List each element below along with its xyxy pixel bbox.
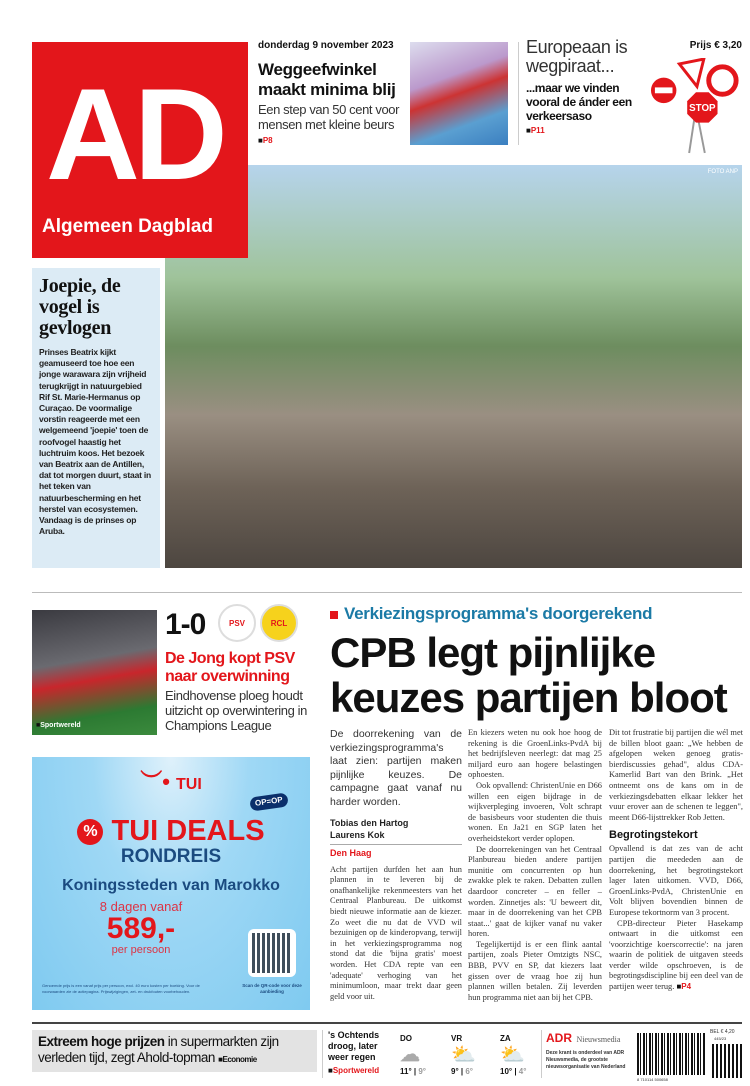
- sport-sub: Eindhovense ploeg houdt uitzicht op overwintering in Champions League: [165, 688, 307, 733]
- masthead-logo: [32, 42, 248, 258]
- beatrix-caption-box[interactable]: [32, 268, 160, 568]
- article-column-3: [609, 728, 743, 993]
- barcode: [637, 1033, 705, 1075]
- weather-summary: [328, 1030, 392, 1076]
- belgium-price: BEL € 4,20: [710, 1029, 735, 1035]
- author: Laurens Kok: [330, 830, 385, 840]
- temp-high: 10°: [500, 1067, 513, 1076]
- paragraph: Dit tot frustratie bij partijen die wél met de billen bloot gaan: „We hebben de afgelopen weken genoeg gratis-bierdiscussies gehad", aldus CDA-Kamerlid Bart van den Brink. „Het ontneemt ons de kans om in de verkiezingsdebatten elkaar lekker het vuur erover aan de schenen te leggen", meent D66-lijsttrekker Rob Jetten.: [609, 728, 743, 822]
- paragraph: CPB-directeur Pieter Hasekamp ontwaart in die uitkomst een 'voorzichtige koerscorrectie': na jaren waarin de politiek de uitgaven steeds verder wilde opschroeven, is de begrotingsdiscipline bij een deel van de partijen weer terug.: [609, 918, 743, 992]
- teaser-photo: [410, 42, 508, 145]
- cloud-icon: ☁: [400, 1044, 420, 1066]
- subheading: Begrotingstekort: [609, 829, 698, 842]
- divider: [322, 1030, 323, 1078]
- teaser-sub: Een step van 50 cent voor mensen met kleine beurs: [258, 102, 400, 132]
- qr-caption: Scan de QR-code voor deze aanbieding: [242, 983, 302, 994]
- divider: [541, 1030, 542, 1078]
- divider: [32, 1022, 742, 1024]
- temp-high: 9°: [451, 1067, 459, 1076]
- paragraph: Acht partijen durfden het aan hun plannen in te leveren bij de onafhankelijke rekenmeesters van het Centraal Planbureau. De uitkomst biedt nieuwe informatie aan de kiezer. Zo weet die nu dat de VVD wil bezuinigen op de kinderopvang, terwijl in het verkiezingsprogramma nog stond dat die 'bijna gratis' moest worden. Het CDA repte van een 'adequate' verhoging van het minimumloon, maar trekt daar geen geld voor uit.: [330, 864, 462, 1001]
- sport-article[interactable]: [165, 650, 321, 733]
- teaser-wegpiraat[interactable]: [526, 38, 648, 135]
- paragraph: En kiezers weten nu ook hoe hoog de rekening is die GroenLinks-PvdA bij het bedrijfsleven neerlegt: dat mag 25 miljard euro aan hogere belastingen ophoesten.: [468, 728, 602, 780]
- sport-photo: [32, 610, 157, 735]
- adr-text: Deze krant is onderdeel van ADR Nieuwsmedia, de grootste nieuwsorganisatie van Nederland: [546, 1050, 626, 1070]
- article-intro: De doorrekening van de verkiezingsprogramma's laat zien: partijen maken pijnlijke keuzes. De campagne gaat vanaf nu harder worden.: [330, 728, 462, 808]
- page-ref: ■ P11: [526, 126, 648, 135]
- article-column-1: [330, 728, 462, 1002]
- photo-credit: FOTO ANP: [707, 169, 738, 175]
- traffic-signs-image: [650, 58, 742, 154]
- issue-date: donderdag 9 november 2023: [258, 40, 394, 51]
- paragraph: De doorrekeningen van het Centraal Planbureau bieden andere partijen munitie om concurrenten op hun zwakke plek te raken. Debatten zullen daardoor concreter – en feller – worden. Zinnetjes als: 'U beweert dit, maar in de doorrekening van het CPB staat...' gaat de kijker vanaf nu vaker horen.: [468, 844, 602, 939]
- ad-per: per persoon: [111, 944, 171, 956]
- teaser-headline: Weggeefwinkel maakt minima blij: [258, 60, 396, 99]
- section-ref: ■ Economie: [218, 1055, 257, 1064]
- ad-price: 589,-: [106, 912, 176, 945]
- paper-name: Algemeen Dagblad: [42, 216, 214, 237]
- tui-deals-line: % TUI DEALS: [32, 816, 310, 846]
- paragraph: Opvallend is dat zes van de acht partijen die meededen aan de doorrekening, het begrotingstekort lager laten uitkomen. VVD, D66, GroenLinks-PvdA, ChristenUnie en Volt blijven bovendien binnen de Europese tekortnorm van 3 procent.: [609, 844, 743, 917]
- main-kicker: Verkiezingsprogramma's doorgerekend: [330, 604, 652, 624]
- lens-crest-icon: RCL: [260, 604, 298, 642]
- temp-high: 11°: [400, 1067, 412, 1076]
- temp-low: 4°: [518, 1067, 527, 1076]
- sun-cloud-rain-icon: ⛅: [451, 1044, 476, 1066]
- author: Tobias den Hartog: [330, 818, 409, 828]
- adr-name: Nieuwsmedia: [576, 1035, 621, 1044]
- divider: [32, 592, 742, 593]
- ad-fine-print: Genoemde prijs is een vanaf prijs per persoon, excl. 40 euro kosten per boeking. Voor de voorwaarden zie de actiepagina. Prijswijzigingen, zet- en drukfouten voorbehouden.: [42, 983, 200, 994]
- tui-logo: ︶• TUI: [140, 769, 202, 794]
- divider: [518, 42, 519, 145]
- ad-trip: Koningssteden van Marokko: [62, 877, 280, 894]
- ad-type: RONDREIS: [120, 846, 222, 867]
- dateline: Den Haag: [330, 844, 462, 859]
- caption-headline: Joepie, de vogel is gevlogen: [39, 275, 121, 339]
- temp-low: 6°: [465, 1067, 473, 1076]
- paragraph: Ook opvallend: ChristenUnie en D66 willen een eigen bijdrage in de wijkverpleging invoeren, Volt schrapt de basisbeurs voor studenten die thuis wonen. En Ja21 en SGP laten het overheidstekort verder oplopen.: [468, 780, 602, 843]
- economy-teaser[interactable]: [32, 1030, 317, 1072]
- price: Prijs € 3,20: [689, 40, 742, 51]
- sun-cloud-rain-icon: ⛅: [500, 1044, 525, 1066]
- qr-code[interactable]: [248, 929, 296, 977]
- day: DO: [400, 1034, 412, 1043]
- teaser-headline: Europeaan is wegpiraat...: [526, 37, 628, 76]
- weather-do: DO ☁ 11° | 9°: [400, 1034, 426, 1076]
- main-photo-beatrix: [165, 165, 742, 568]
- teaser-sub: ...maar we vinden vooral de ánder een verkeersaso: [526, 81, 632, 123]
- adr-logo: ADR: [546, 1031, 572, 1045]
- article-column-2: [468, 728, 602, 1003]
- day: VR: [451, 1034, 463, 1043]
- barcode-number: 8 710114 500658: [637, 1077, 668, 1082]
- weather-za: ZA ⛅ 10° | 4°: [500, 1034, 527, 1076]
- tui-advertisement[interactable]: [32, 757, 310, 1010]
- page-ref: ■ P4: [676, 982, 691, 991]
- teaser-text: in supermarkten zijn verleden tijd, zegt Ahold-topman: [38, 1034, 279, 1065]
- day: ZA: [500, 1034, 511, 1043]
- section-ref: ■ Sportwereld: [328, 1066, 392, 1076]
- adr-block: [546, 1031, 634, 1071]
- weather-text: 's Ochtends droog, later weer regen: [328, 1030, 380, 1062]
- ad-days: 8 dagen vanaf: [99, 899, 183, 914]
- sport-headline: De Jong kopt PSV naar overwinning: [165, 650, 295, 685]
- logo-text: AD: [46, 61, 222, 207]
- stop-sign-text: STOP: [689, 102, 716, 114]
- temp-low: 9°: [418, 1067, 426, 1076]
- teaser-bold: Extreem hoge prijzen: [38, 1034, 165, 1049]
- sport-section-label: ■ Sportwereld: [36, 722, 81, 729]
- paragraph: Tegelijkertijd is er een flink aantal partijen, zoals Pieter Omtzigts NSC, BBB, PVV en SP, dat kiezers laat gissen over de vraag hoe zij hun plannen willen betalen. Zij leverden hun programma niet aan bij het CPB.: [468, 939, 602, 1002]
- op-op-badge: OP=OP: [249, 792, 288, 811]
- page-ref: ■ P8: [258, 136, 408, 145]
- addon-barcode: [712, 1044, 742, 1078]
- issue-code: 445/23: [714, 1036, 727, 1041]
- psv-crest-icon: PSV: [218, 604, 256, 642]
- caption-body: Prinses Beatrix kijkt geamuseerd toe hoe een jonge warawara zijn vrijheid terugkrijgt in natuurgebied Rif St. Marie-Hermanus op Curaçao. De voormalige vorstin reageerde met een welgemeend 'joepie' toen de roofvogel haastig het luchtruim koos. Het bezoek van Beatrix aan de Antillen, dat tot morgen duurt, staat in het teken van natuurbescherming en het herstel van ecosystemen. Vandaag is de prinses op Aruba.: [39, 347, 152, 537]
- match-score: 1-0: [165, 608, 206, 641]
- main-headline[interactable]: CPB legt pijnlijke keuzes partijen bloot: [330, 629, 727, 721]
- weather-vr: VR ⛅ 9° | 6°: [451, 1034, 476, 1076]
- teaser-weggeefwinkel[interactable]: [258, 60, 408, 145]
